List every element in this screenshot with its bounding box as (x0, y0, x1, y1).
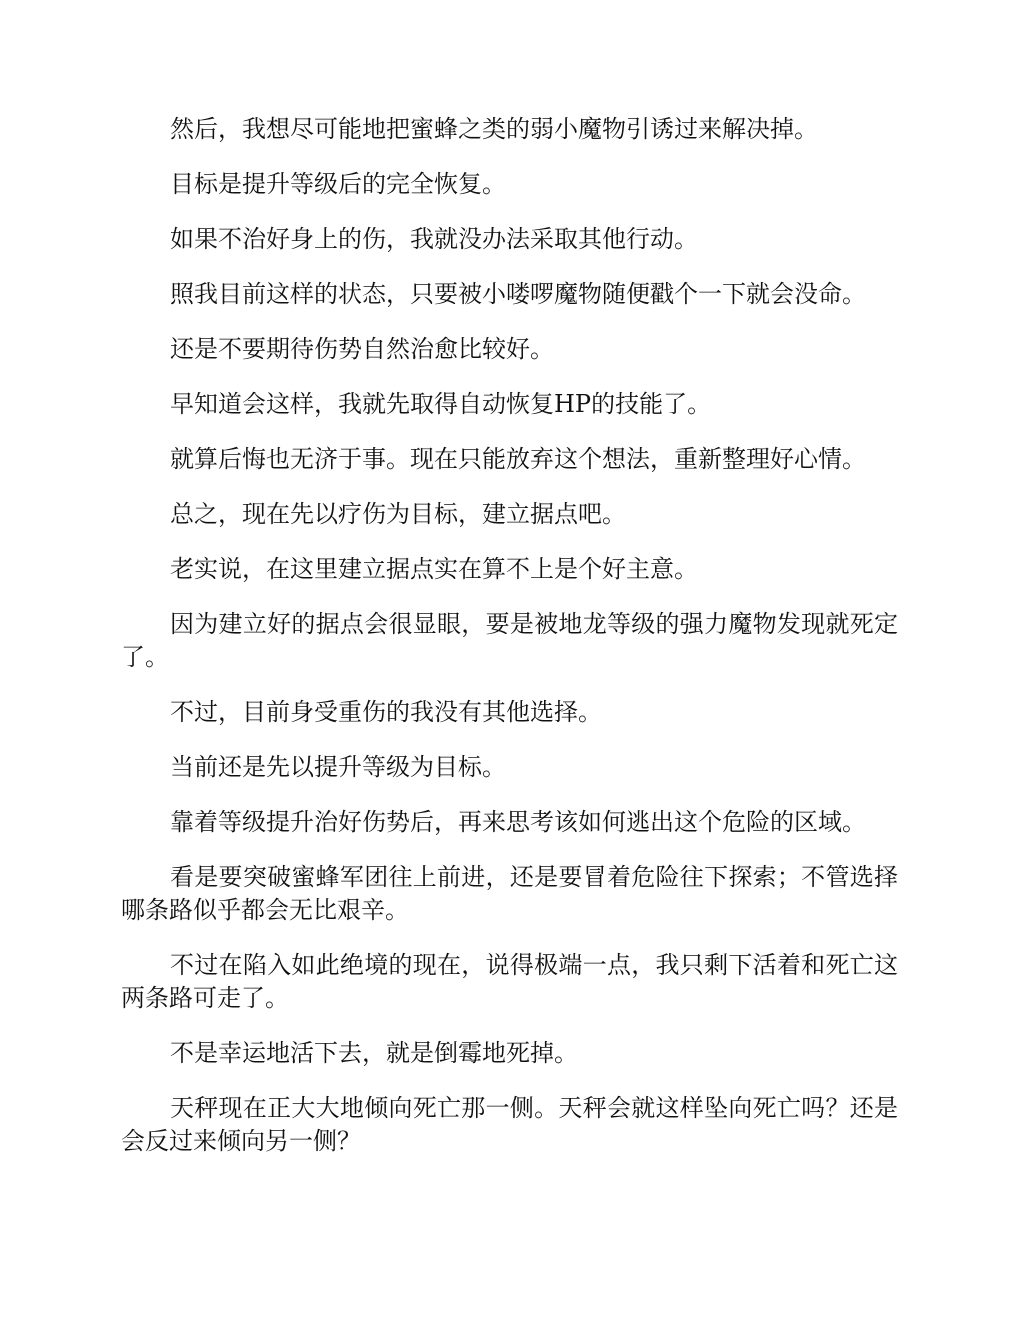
body-text (121, 113, 898, 1180)
paragraph: 看是要突破蜜蜂军团往上前进，还是要冒着危险往下探索；不管选择哪条路似乎都会无比艰辛。 (121, 863, 898, 924)
paragraph: 不过在陷入如此绝境的现在，说得极端一点，我只剩下活着和死亡这两条路可走了。 (121, 951, 898, 1012)
paragraph: 靠着等级提升治好伤势后，再来思考该如何逃出这个危险的区域。 (170, 808, 866, 836)
paragraph: 就算后悔也无济于事。现在只能放弃这个想法，重新整理好心情。 (170, 445, 866, 473)
paragraph: 天秤现在正大大地倾向死亡那一侧。天秤会就这样坠向死亡吗？还是会反过来倾向另一侧？ (121, 1094, 898, 1155)
paragraph: 当前还是先以提升等级为目标。 (170, 753, 506, 781)
paragraph: 然后，我想尽可能地把蜜蜂之类的弱小魔物引诱过来解决掉。 (170, 115, 818, 143)
paragraph: 不过，目前身受重伤的我没有其他选择。 (170, 698, 602, 726)
paragraph: 如果不治好身上的伤，我就没办法采取其他行动。 (170, 225, 698, 253)
paragraph: 老实说，在这里建立据点实在算不上是个好主意。 (170, 555, 698, 583)
paragraph: 不是幸运地活下去，就是倒霉地死掉。 (170, 1039, 578, 1067)
paragraph: 总之，现在先以疗伤为目标，建立据点吧。 (170, 500, 626, 528)
paragraph: 早知道会这样，我就先取得自动恢复HP的技能了。 (170, 390, 712, 418)
paragraph: 因为建立好的据点会很显眼，要是被地龙等级的强力魔物发现就死定了。 (121, 610, 898, 671)
paragraph: 还是不要期待伤势自然治愈比较好。 (170, 335, 554, 363)
paragraph: 照我目前这样的状态，只要被小喽啰魔物随便戳个一下就会没命。 (170, 280, 866, 308)
paragraph: 目标是提升等级后的完全恢复。 (170, 170, 506, 198)
